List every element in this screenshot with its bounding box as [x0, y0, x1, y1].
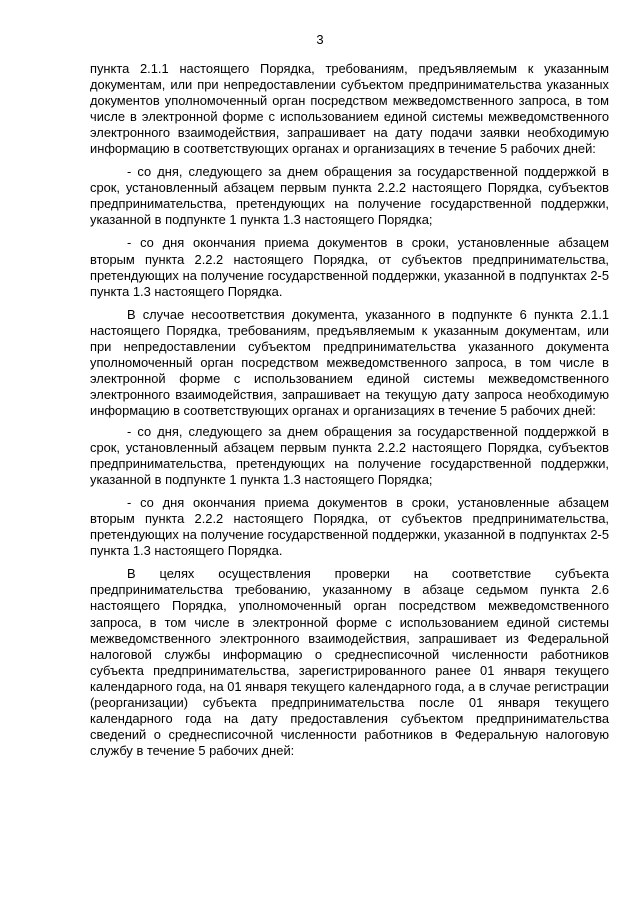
page-number: 3	[316, 32, 324, 47]
list-item-first-deadline: - со дня, следующего за днем обращения за государственной поддержкой в срок, установленный абзацем первым пункта 2.2.2 настоящего Порядка, субъектов предпринимательства, претендующих на получение государственной поддержки, указанной в подпункте 1 пункта 1.3 настоящего Порядка;	[90, 164, 609, 228]
list-item-first-deadline-2: - со дня, следующего за днем обращения за государственной поддержкой в срок, установленный абзацем первым пункта 2.2.2 настоящего Порядка, субъектов предпринимательства, претендующих на получение государственной поддержки, указанной в подпункте 1 пункта 1.3 настоящего Порядка;	[90, 423, 609, 488]
paragraph-continuation: пункта 2.1.1 настоящего Порядка, требованиям, предъявляемым к указанным документам, или при непредоставлении субъектом предпринимательства указанных документов уполномоченный орган посредством межведомственного запроса, в том числе в электронной форме с использованием единой системы межведомственного электронного взаимодействия, запрашивает на дату подачи заявки необходимую информацию в соответствующих органах и организациях в течение 5 рабочих дней:	[90, 61, 609, 157]
paragraph-verification: В целях осуществления проверки на соответствие субъекта предпринимательства требованию, указанному в абзаце седьмом пункта 2.6 настоящего Порядка, уполномоченный орган посредством межведомственного запроса, в том числе в электронной форме с использованием единой системы межведомственного электронного взаимодействия, запрашивает из Федеральной налоговой службы информацию о среднесписочной численности работников субъекта предпринимательства, зарегистрированного ранее 01 января текущего календарного года, на 01 января текущего календарного года, а в случае регистрации (реорганизации) субъекта предпринимательства после 01 января текущего календарного года на дату предоставления субъектом предпринимательства сведений о среднесписочной численности работников в Федеральную налоговую службу в течение 5 рабочих дней:	[90, 566, 609, 758]
document-body	[90, 61, 609, 766]
list-item-second-deadline-2: - со дня окончания приема документов в сроки, установленные абзацем вторым пункта 2.2.2 настоящего Порядка, от субъектов предпринимательства, претендующих на получение государственной поддержки, указанной в подпунктах 2-5 пункта 1.3 настоящего Порядка.	[90, 495, 609, 559]
list-item-second-deadline: - со дня окончания приема документов в сроки, установленные абзацем вторым пункта 2.2.2 настоящего Порядка, от субъектов предпринимательства, претендующих на получение государственной поддержки, указанной в подпунктах 2-5 пункта 1.3 настоящего Порядка.	[90, 235, 609, 299]
paragraph-mismatch-case: В случае несоответствия документа, указанного в подпункте 6 пункта 2.1.1 настоящего Порядка, требованиям, предъявляемым к указанным документам, или при непредоставлении субъектом предпринимательства указанного документа уполномоченный орган посредством межведомственного запроса, в том числе в электронной форме с использованием единой системы межведомственного электронного взаимодействия, запрашивает на текущую дату запроса необходимую информацию в соответствующих органах и организациях в течение 5 рабочих дней:	[90, 306, 609, 418]
